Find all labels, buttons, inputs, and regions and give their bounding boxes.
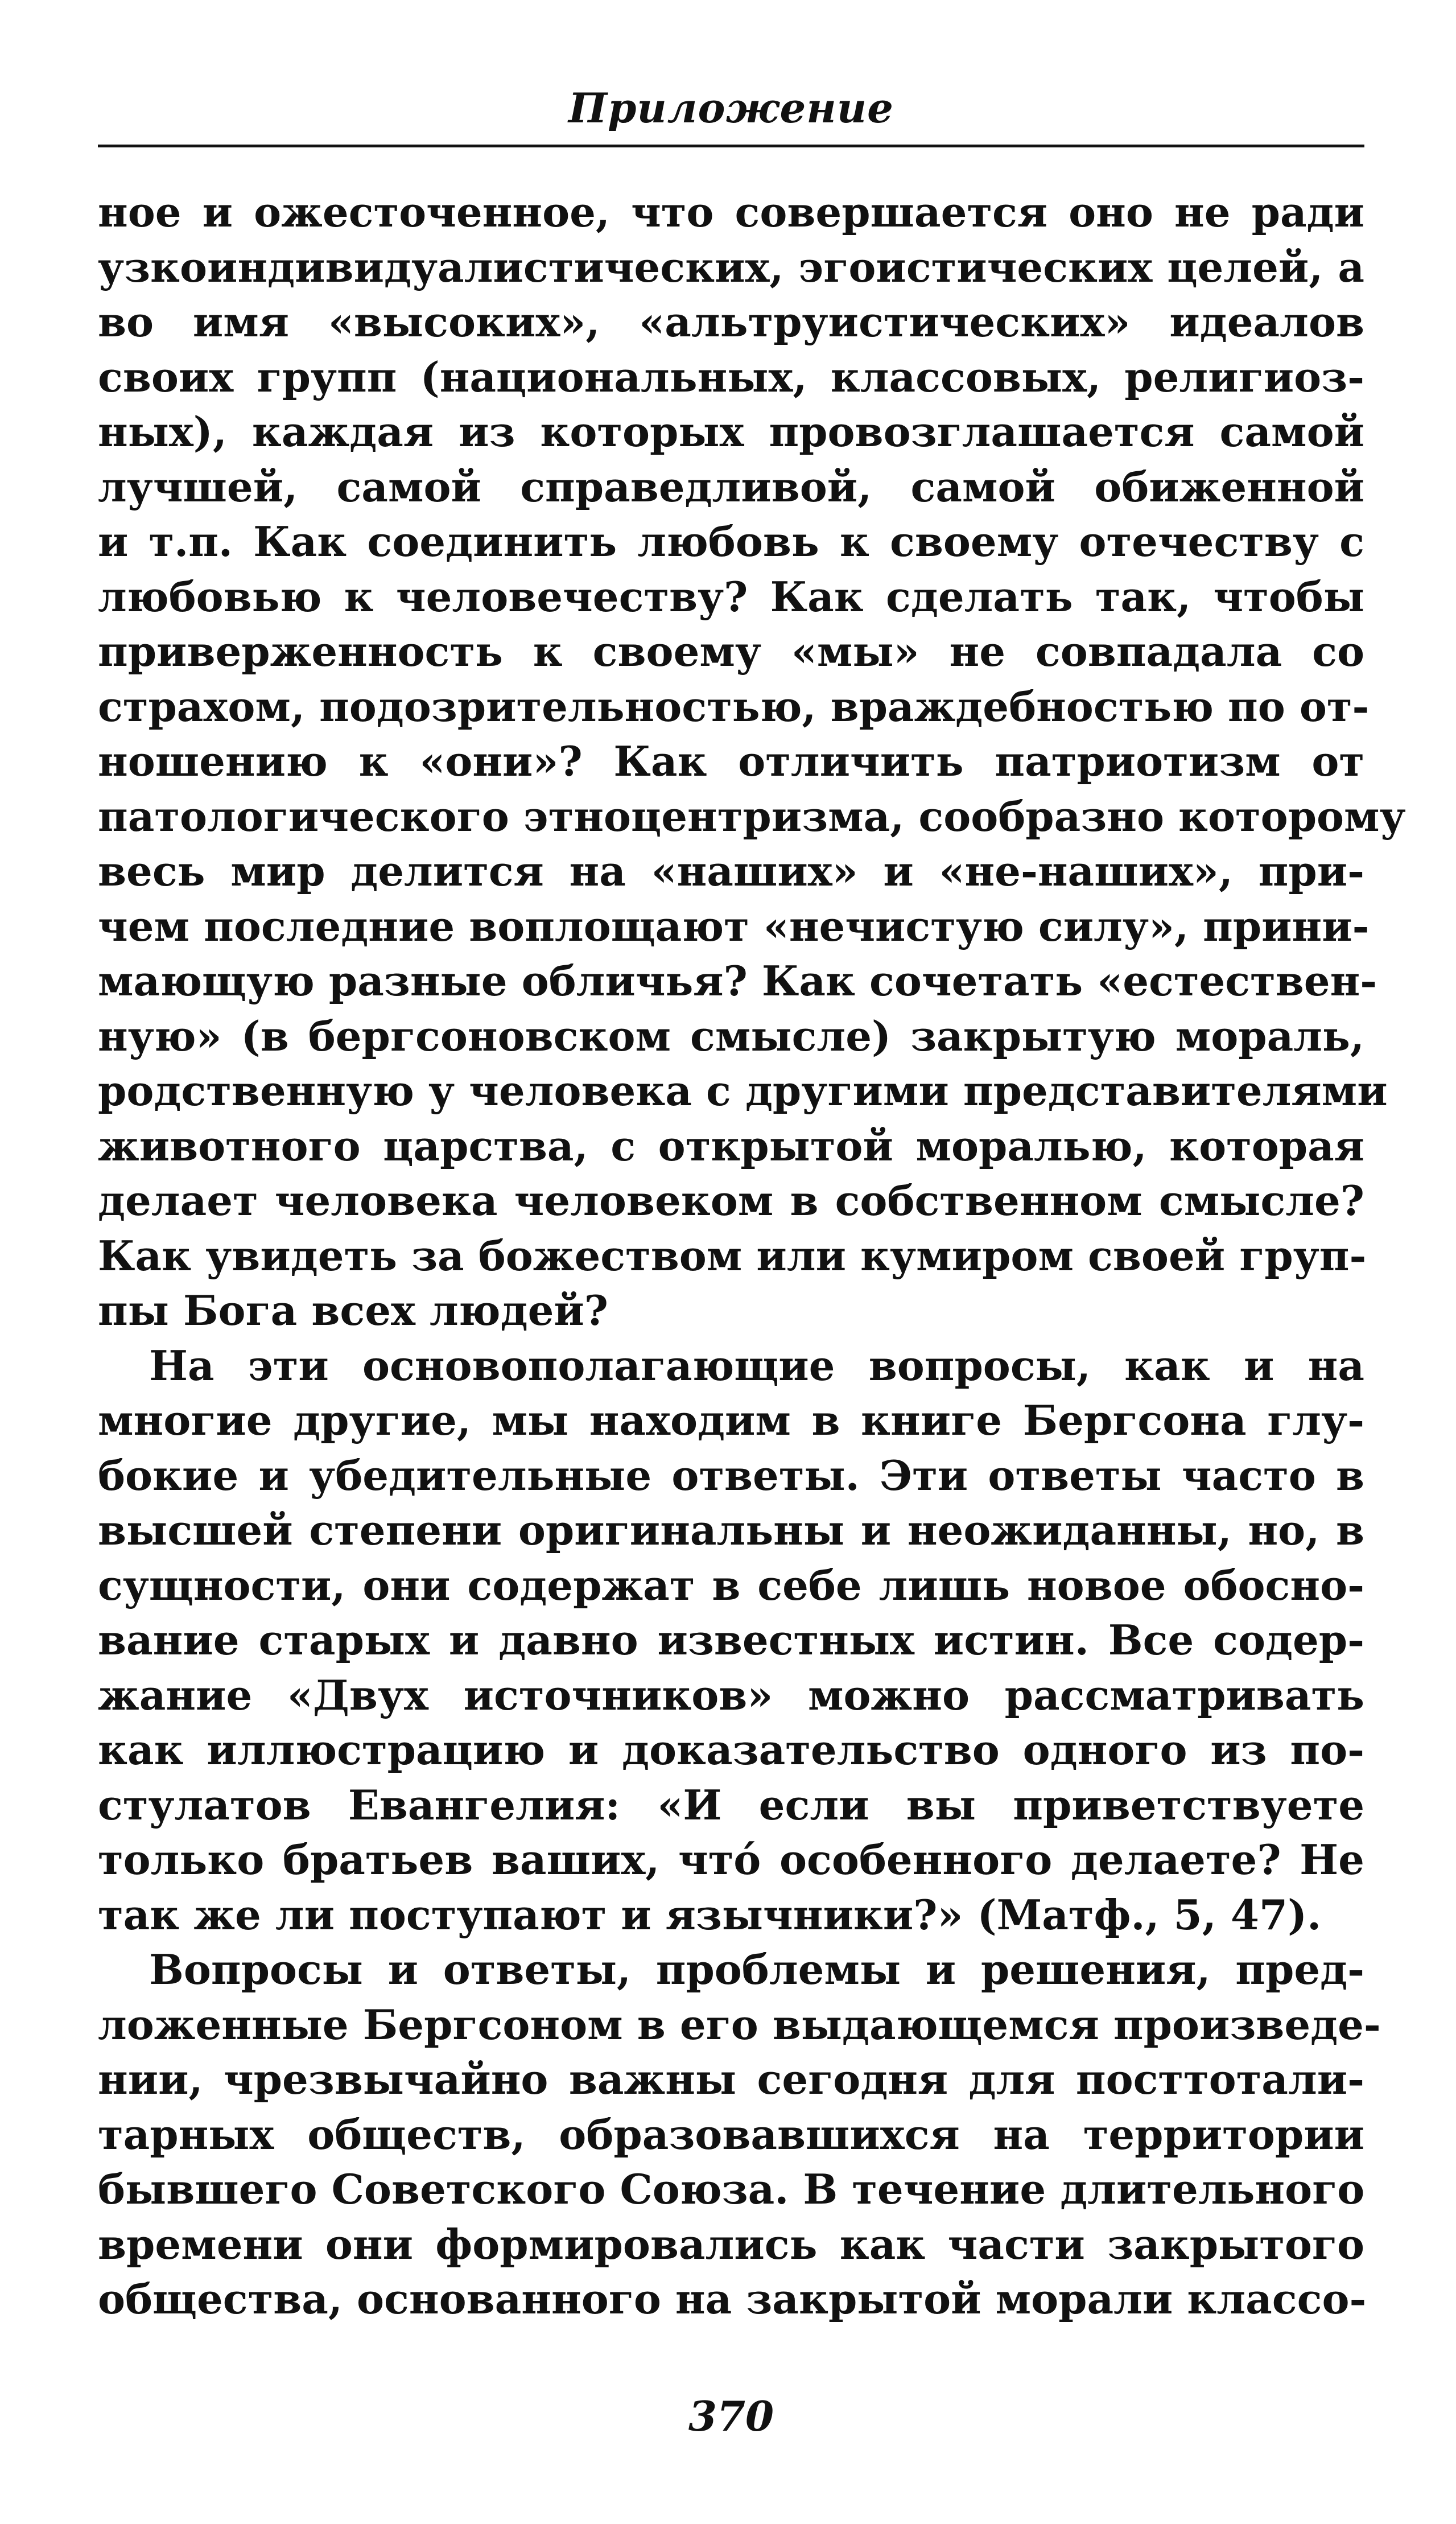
body-text xyxy=(98,185,1406,2327)
text-line: только братьев ваших, что́ особенного делаете? Не xyxy=(98,1835,1364,1884)
text-line: животного царства, с открытой моралью, которая xyxy=(98,1121,1364,1170)
text-line: узкоиндивидуалистических, эгоистических целей, а xyxy=(98,242,1364,291)
text-line: ное и ожесточенное, что совершается оно не ради xyxy=(98,188,1364,236)
text-line: ных), каждая из которых провозглашается самой xyxy=(98,407,1364,456)
text-line: вание старых и давно известных истин. Все содер- xyxy=(98,1616,1364,1664)
paragraph-2 xyxy=(98,1339,1364,1943)
text-line: так же ли поступают и язычники?» (Матф., 5, 47). xyxy=(98,1890,1322,1939)
text-line: нии, чрезвычайно важны сегодня для посттотали- xyxy=(98,2055,1364,2103)
header-rule xyxy=(98,145,1364,147)
text-line: многие другие, мы находим в книге Бергсона глу- xyxy=(98,1396,1364,1444)
text-line: высшей степени оригинальны и неожиданны, но, в xyxy=(98,1506,1364,1554)
text-line: страхом, подозрительностью, враждебностью по от- xyxy=(98,682,1370,731)
text-line: бывшего Советского Союза. В течение длительного xyxy=(98,2165,1365,2213)
text-line: родственную у человека с другими представителями xyxy=(98,1067,1388,1115)
text-line: приверженность к своему «мы» не совпадала со xyxy=(98,627,1364,676)
page-number: 370 xyxy=(688,2392,774,2440)
text-line: лучшей, самой справедливой, самой обиженной xyxy=(98,462,1364,511)
running-title: Приложение xyxy=(568,84,894,132)
text-line: во имя «высоких», «альтруистических» идеалов xyxy=(98,298,1364,346)
text-line: ную» (в бергсоновском смысле) закрытую мораль, xyxy=(98,1011,1364,1060)
text-line: как иллюстрацию и доказательство одного из по- xyxy=(98,1726,1364,1774)
text-line: тарных обществ, образовавшихся на территории xyxy=(98,2110,1364,2159)
text-line: и т.п. Как соединить любовь к своему отечеству с xyxy=(98,517,1364,566)
text-line: мающую разные обличья? Как сочетать «естествен- xyxy=(98,957,1377,1005)
paragraph-1 xyxy=(98,185,1406,1339)
text-line: весь мир делится на «наших» и «не-наших», при- xyxy=(98,847,1364,895)
text-line: На эти основополагающие вопросы, как и на xyxy=(149,1341,1364,1390)
text-line: общества, основанного на закрытой морали классо- xyxy=(98,2275,1367,2323)
text-line: своих групп (национальных, классовых, религиоз- xyxy=(98,352,1364,401)
text-line: любовью к человечеству? Как сделать так, чтобы xyxy=(98,572,1364,621)
paragraph-3 xyxy=(98,1942,1381,2327)
text-line: Как увидеть за божеством или кумиром своей груп- xyxy=(98,1231,1367,1280)
text-line: времени они формировались как части закрытого xyxy=(98,2220,1364,2268)
text-line: жание «Двух источников» можно рассматривать xyxy=(98,1670,1364,1719)
text-line: стулатов Евангелия: «И если вы приветствуете xyxy=(98,1780,1364,1829)
text-line: сущности, они содержат в себе лишь новое обосно- xyxy=(98,1560,1364,1609)
text-line: чем последние воплощают «нечистую силу», прини- xyxy=(98,901,1370,950)
text-line: Вопросы и ответы, проблемы и решения, пред- xyxy=(149,1945,1364,1994)
text-line: патологического этноцентризма, сообразно которому xyxy=(98,792,1406,841)
text-line: ложенные Бергсоном в его выдающемся произведе- xyxy=(98,2000,1381,2049)
text-line: делает человека человеком в собственном смысле? xyxy=(98,1176,1364,1225)
text-line: ношению к «они»? Как отличить патриотизм от xyxy=(98,737,1364,785)
text-line: бокие и убедительные ответы. Эти ответы часто в xyxy=(98,1451,1364,1500)
text-line: пы Бога всех людей? xyxy=(98,1286,608,1335)
